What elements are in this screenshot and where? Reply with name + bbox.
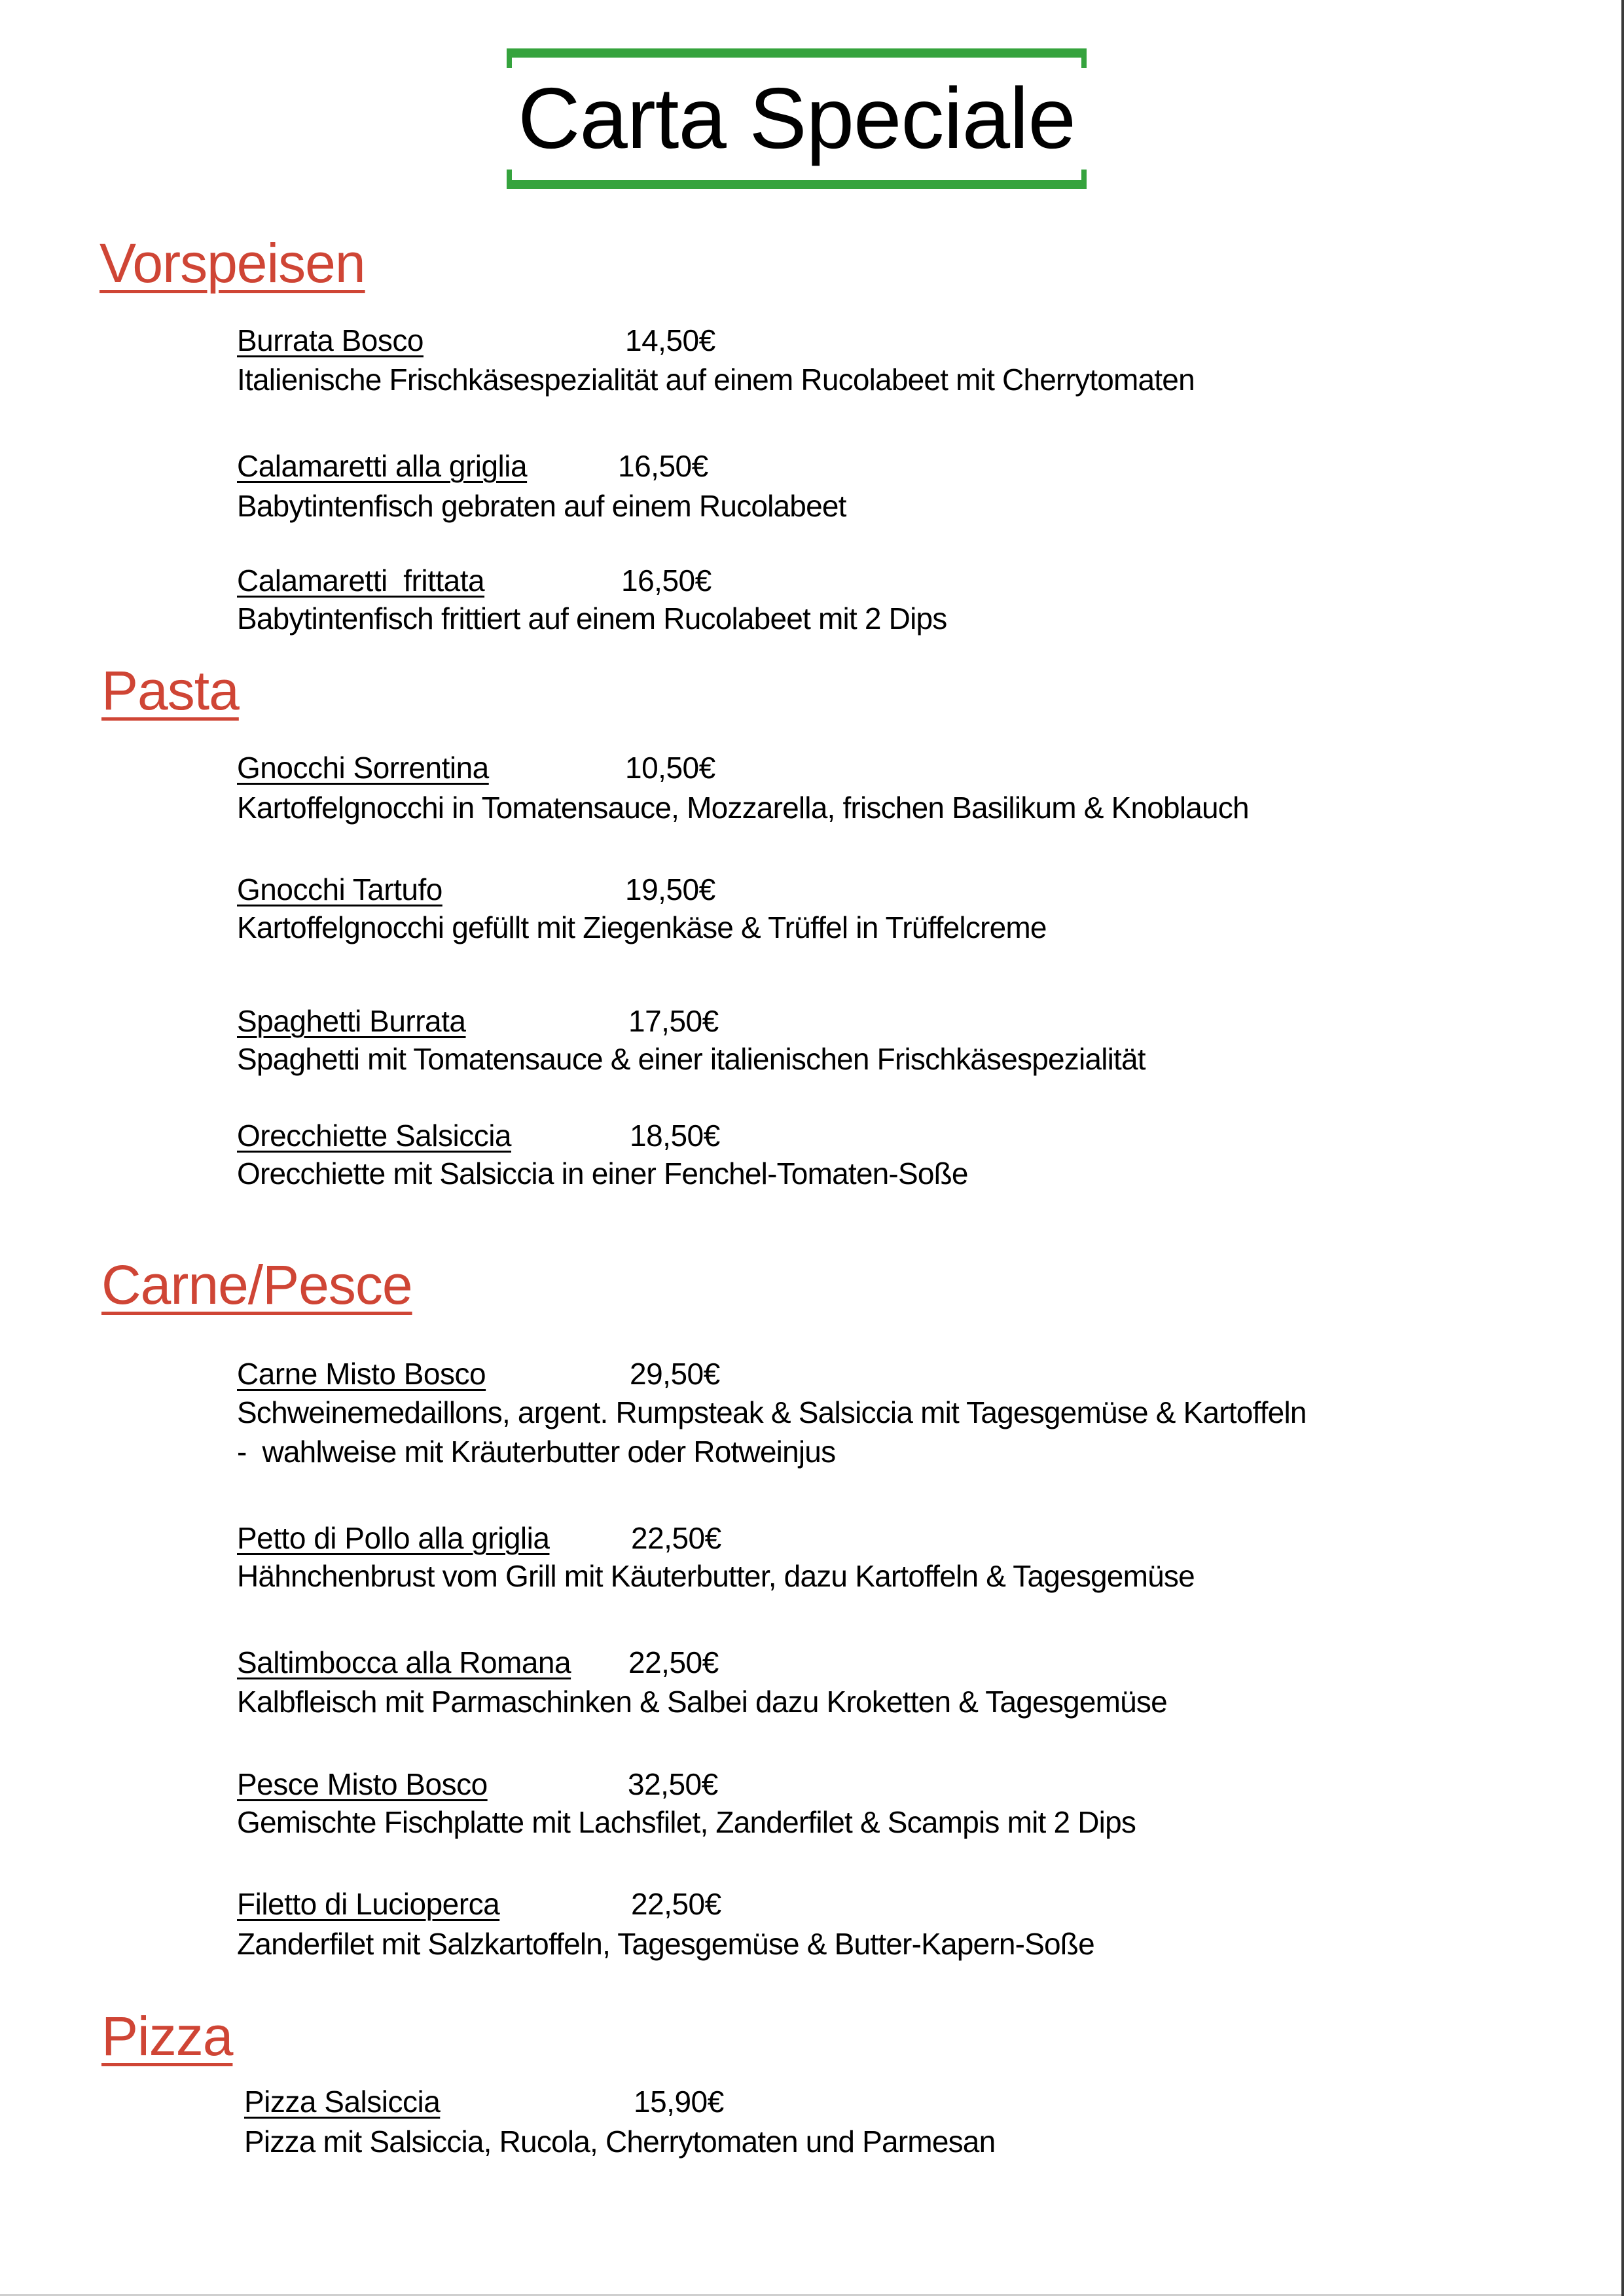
menu-item-name: Pesce Misto Bosco (237, 1767, 488, 1801)
menu-item-description: Spaghetti mit Tomatensauce & einer italienischen Frischkäsespezialität (237, 1042, 1146, 1076)
section-heading-pizza: Pizza (101, 2005, 233, 2067)
menu-item-name: Spaghetti Burrata (237, 1004, 466, 1038)
menu-item-description: Kalbfleisch mit Parmaschinken & Salbei dazu Kroketten & Tagesgemüse (237, 1685, 1167, 1719)
frame-top-bar (507, 48, 1087, 58)
menu-item-price: 22,50€ (631, 1887, 721, 1921)
menu-item-price: 22,50€ (628, 1645, 719, 1679)
menu-item-price: 16,50€ (621, 564, 712, 598)
menu-item-description: Orecchiette mit Salsiccia in einer Fenchel-Tomaten-Soße (237, 1157, 968, 1191)
section-heading-pasta: Pasta (101, 660, 239, 721)
frame-bottom-bar (507, 180, 1087, 189)
menu-item-description: Italienische Frischkäsespezialität auf einem Rucolabeet mit Cherrytomaten (237, 363, 1195, 397)
menu-item-description: Babytintenfisch frittiert auf einem Rucolabeet mit 2 Dips (237, 601, 947, 636)
menu-item-price: 32,50€ (628, 1767, 718, 1801)
menu-item-name: Gnocchi Tartufo (237, 872, 442, 906)
menu-item-price: 19,50€ (625, 872, 715, 906)
title-frame (507, 48, 1087, 189)
menu-item-name: Burrata Bosco (237, 323, 424, 357)
menu-item-name: Gnocchi Sorrentina (237, 751, 489, 785)
menu-item-price: 29,50€ (630, 1357, 720, 1391)
menu-item-price: 22,50€ (631, 1521, 721, 1555)
menu-item-price: 14,50€ (625, 323, 715, 357)
menu-item-name: Carne Misto Bosco (237, 1357, 486, 1391)
menu-item-price: 18,50€ (630, 1119, 720, 1153)
page-edge-right (1621, 0, 1624, 2296)
menu-item-note: - wahlweise mit Kräuterbutter oder Rotweinjus (237, 1435, 836, 1469)
menu-item-name: Petto di Pollo alla griglia (237, 1521, 550, 1555)
menu-item-description: Zanderfilet mit Salzkartoffeln, Tagesgemüse & Butter-Kapern-Soße (237, 1927, 1094, 1961)
section-heading-carne-pesce: Carne/Pesce (101, 1254, 412, 1316)
menu-item-name: Orecchiette Salsiccia (237, 1119, 511, 1153)
menu-item-name: Filetto di Lucioperca (237, 1887, 500, 1921)
menu-item-price: 17,50€ (628, 1004, 719, 1038)
menu-item-description: Hähnchenbrust vom Grill mit Käuterbutter, dazu Kartoffeln & Tagesgemüse (237, 1559, 1195, 1593)
menu-item-price: 10,50€ (625, 751, 715, 785)
menu-item-name: Calamaretti frittata (237, 564, 485, 598)
section-heading-vorspeisen: Vorspeisen (99, 232, 365, 294)
menu-item-price: 16,50€ (618, 449, 708, 483)
menu-item-description: Pizza mit Salsiccia, Rucola, Cherrytomaten und Parmesan (244, 2125, 996, 2159)
page-title: Carta Speciale (518, 70, 1075, 166)
menu-item-description: Babytintenfisch gebraten auf einem Rucolabeet (237, 489, 846, 523)
menu-item-name: Saltimbocca alla Romana (237, 1645, 571, 1679)
menu-item-name: Calamaretti alla griglia (237, 449, 528, 483)
menu-item-price: 15,90€ (634, 2085, 724, 2119)
menu-item-description: Schweinemedaillons, argent. Rumpsteak & Salsiccia mit Tagesgemüse & Kartoffeln (237, 1395, 1307, 1429)
menu-item-description: Kartoffelgnocchi gefüllt mit Ziegenkäse & Trüffel in Trüffelcreme (237, 910, 1047, 944)
menu-item-description: Gemischte Fischplatte mit Lachsfilet, Zanderfilet & Scampis mit 2 Dips (237, 1805, 1136, 1839)
menu-item-name: Pizza Salsiccia (244, 2085, 441, 2119)
menu-item-description: Kartoffelgnocchi in Tomatensauce, Mozzarella, frischen Basilikum & Knoblauch (237, 791, 1249, 825)
